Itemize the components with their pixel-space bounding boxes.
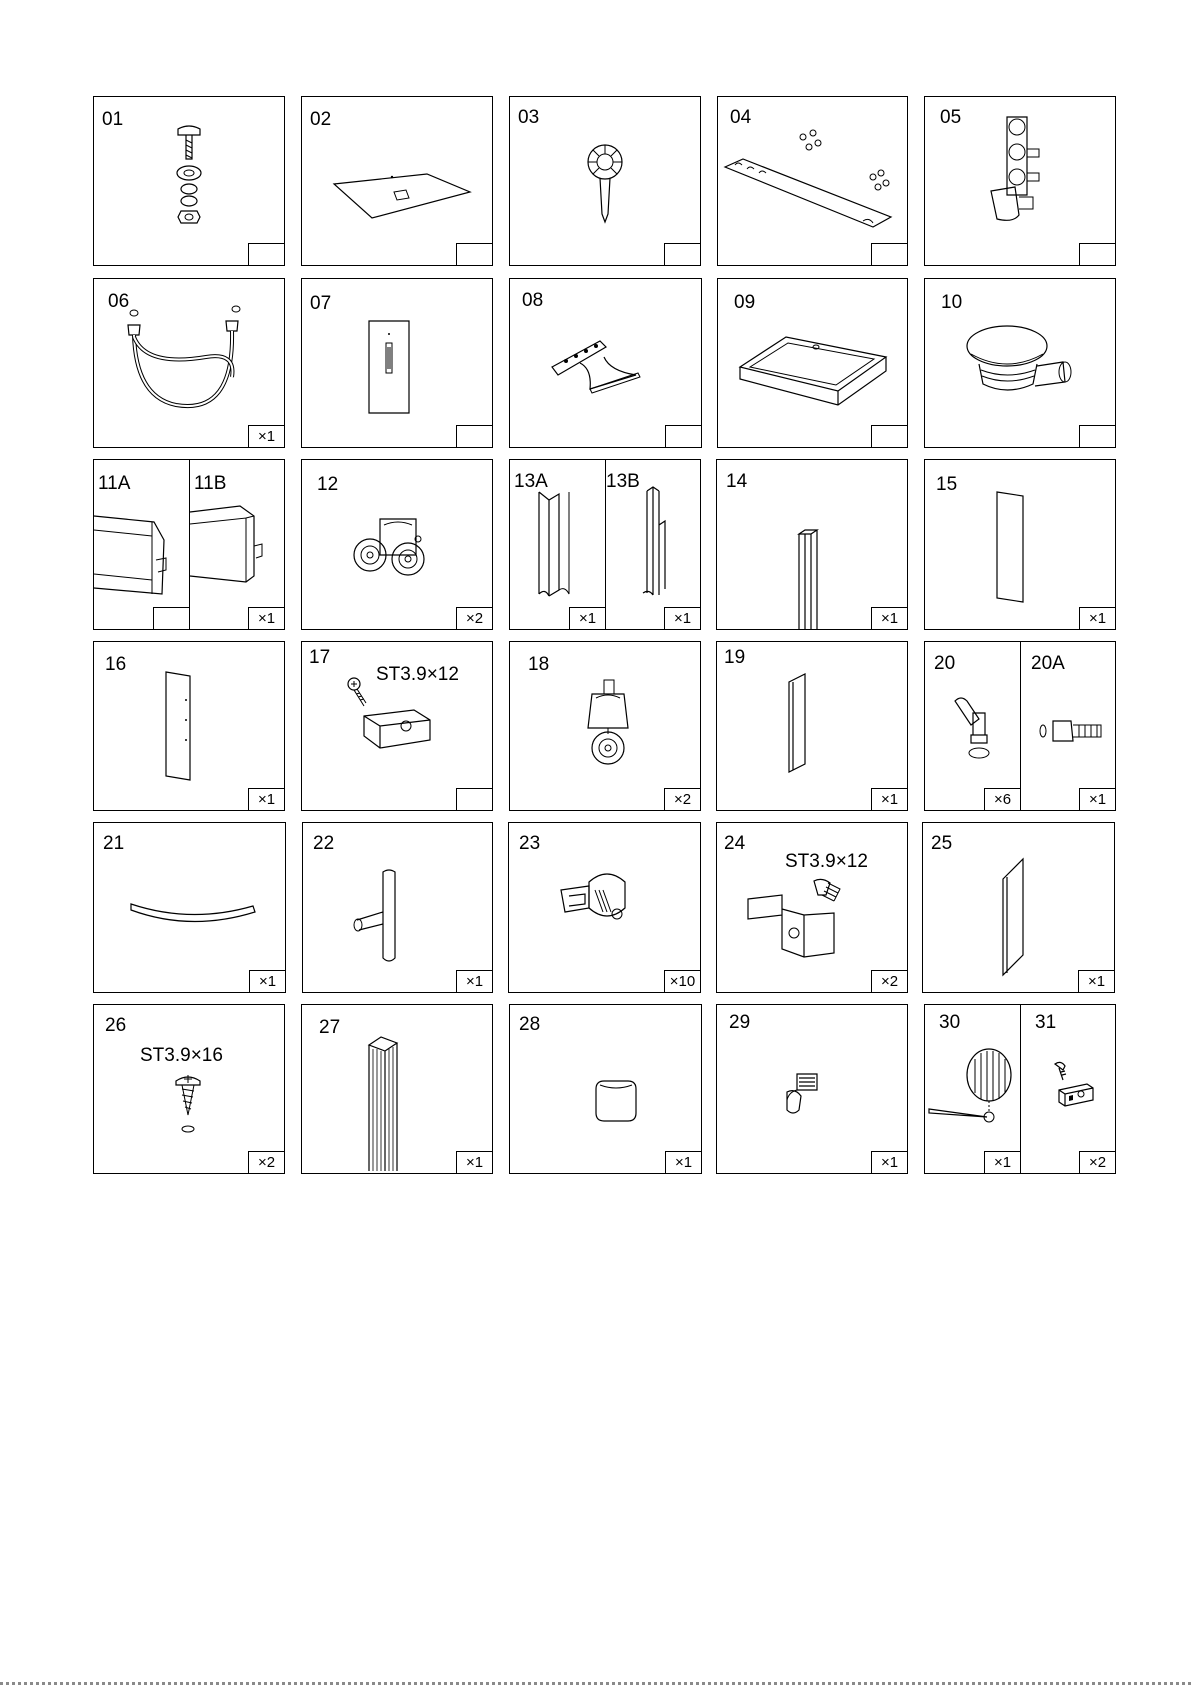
part-cell <box>924 459 1116 630</box>
shower-tray-drawing <box>738 329 888 419</box>
jet-nozzle-drawing <box>953 697 1003 767</box>
sub-cell-11a <box>94 460 189 629</box>
part-number: 01 <box>102 109 124 130</box>
part-cell <box>717 96 908 266</box>
part-cell <box>509 1004 702 1174</box>
part-cell <box>922 822 1115 993</box>
quantity-box: ×1 <box>456 1151 493 1174</box>
part-number: 20 <box>934 653 956 674</box>
quantity-box <box>456 243 493 266</box>
part-number: 18 <box>528 654 550 675</box>
quantity-box <box>871 243 908 266</box>
self-tapping-screw-drawing <box>172 1073 212 1143</box>
part-number: 10 <box>941 292 963 313</box>
part-number: 11B <box>194 473 227 494</box>
part-number: 20A <box>1031 653 1065 674</box>
drain-waste-drawing <box>965 324 1095 404</box>
part-cell <box>717 278 908 448</box>
end-cap-drawing <box>592 1077 642 1127</box>
quantity-box <box>153 607 190 630</box>
panel-plate-drawing <box>332 172 472 227</box>
part-cell <box>924 641 1116 811</box>
seal-strip-drawing <box>785 674 825 784</box>
quantity-box <box>456 788 493 811</box>
bottom-roller-drawing <box>582 678 642 778</box>
sub-cell-20a <box>1021 642 1115 810</box>
part-cell <box>93 822 286 993</box>
screw-spec: ST3.9×16 <box>140 1045 223 1066</box>
wall-bracket-and-screw-drawing <box>742 875 882 975</box>
towel-bar-bracket-drawing <box>353 868 423 973</box>
screw-spec: ST3.9×12 <box>376 664 459 685</box>
sub-cell-30 <box>925 1005 1020 1173</box>
part-number: 08 <box>522 290 544 311</box>
part-number: 26 <box>105 1015 127 1036</box>
part-number: 22 <box>313 833 335 854</box>
quantity-box: ×1 <box>569 607 606 630</box>
part-number: 09 <box>734 292 756 313</box>
pipe-clamp-drawing <box>559 868 649 933</box>
thermostatic-valve-drawing <box>985 115 1055 235</box>
part-number: 06 <box>108 291 130 312</box>
door-roller-drawing <box>350 515 440 590</box>
sub-cell-20 <box>925 642 1020 810</box>
part-number: 04 <box>730 107 752 128</box>
quantity-box: ×1 <box>248 607 285 630</box>
part-cell <box>93 1004 285 1174</box>
part-cell <box>301 641 493 811</box>
part-number: 14 <box>726 471 748 492</box>
part-number: 30 <box>939 1012 961 1033</box>
part-number: 13B <box>606 471 640 492</box>
quantity-box: ×1 <box>248 788 285 811</box>
quantity-box <box>1079 243 1116 266</box>
quantity-box: ×1 <box>984 1151 1021 1174</box>
quantity-box: ×2 <box>664 788 701 811</box>
back-panel-drawing <box>367 319 417 419</box>
part-number: 31 <box>1035 1012 1057 1033</box>
part-number: 12 <box>317 474 339 495</box>
part-cell <box>301 459 493 630</box>
part-cell <box>509 459 701 630</box>
part-number: 03 <box>518 107 540 128</box>
part-number: 11A <box>98 473 131 494</box>
mounting-bracket-drawing <box>723 125 903 235</box>
part-number: 29 <box>729 1012 751 1033</box>
quantity-box: ×1 <box>1078 970 1115 993</box>
quantity-box <box>871 425 908 448</box>
part-cell <box>924 278 1116 448</box>
curved-seal-drawing <box>129 898 259 928</box>
part-number: 25 <box>931 833 953 854</box>
sub-cell-31 <box>1021 1005 1115 1173</box>
clip-and-screw-drawing <box>1047 1060 1107 1120</box>
part-cell <box>509 96 701 266</box>
magnetic-strip-drawing <box>367 1035 407 1175</box>
part-number: 21 <box>103 833 125 854</box>
vertical-rail-drawing <box>797 530 837 630</box>
quantity-box: ×2 <box>456 607 493 630</box>
quantity-box <box>456 425 493 448</box>
quantity-box <box>664 243 701 266</box>
part-number: 16 <box>105 654 127 675</box>
side-skirt-left-drawing <box>94 510 189 610</box>
shower-hose-drawing <box>116 297 266 427</box>
part-cell <box>924 96 1116 266</box>
quantity-box: ×1 <box>1079 607 1116 630</box>
part-cell <box>716 822 908 993</box>
part-number: 24 <box>724 833 746 854</box>
quantity-box: ×1 <box>665 1151 702 1174</box>
quantity-box: ×1 <box>871 1151 908 1174</box>
part-cell <box>93 459 285 630</box>
quantity-box: ×1 <box>664 607 701 630</box>
part-cell <box>716 1004 908 1174</box>
quantity-box: ×6 <box>984 788 1021 811</box>
screw-spec: ST3.9×12 <box>785 851 868 872</box>
quantity-box <box>1079 425 1116 448</box>
part-cell <box>716 641 908 811</box>
part-number: 07 <box>310 293 332 314</box>
part-number: 28 <box>519 1014 541 1035</box>
drain-plug-tool-drawing <box>927 1045 1022 1145</box>
part-number: 17 <box>309 647 331 668</box>
part-cell <box>924 1004 1116 1174</box>
screw-and-block-drawing <box>340 678 450 768</box>
part-number: 13A <box>514 471 548 492</box>
quantity-box: ×1 <box>248 425 285 448</box>
part-number: 23 <box>519 833 541 854</box>
sub-cell-13a <box>510 460 605 629</box>
shower-head-drawing <box>580 142 630 232</box>
wall-profile-right-drawing <box>641 485 691 605</box>
part-cell <box>716 459 908 630</box>
part-cell <box>93 278 285 448</box>
part-cell <box>509 278 702 448</box>
sub-cell-11b <box>190 460 284 629</box>
part-cell <box>93 641 285 811</box>
screw-washer-nut-set-drawing <box>164 125 214 225</box>
part-cell <box>302 822 493 993</box>
quantity-box: ×1 <box>249 970 286 993</box>
sub-cell-13b <box>606 460 700 629</box>
quantity-box: ×1 <box>871 607 908 630</box>
part-cell <box>301 96 493 266</box>
part-cell <box>509 641 701 811</box>
quantity-box: ×2 <box>871 970 908 993</box>
quantity-box <box>665 425 702 448</box>
shower-holder-drawing <box>550 329 650 399</box>
part-cell <box>301 278 493 448</box>
hose-connector-drawing <box>1039 717 1109 757</box>
glass-panel-drawing <box>995 490 1035 605</box>
quantity-box: ×2 <box>248 1151 285 1174</box>
elbow-connector-drawing <box>783 1070 833 1130</box>
part-number: 15 <box>936 474 958 495</box>
quantity-box: ×1 <box>871 788 908 811</box>
part-number: 19 <box>724 647 746 668</box>
part-number: 02 <box>310 109 332 130</box>
part-number: 05 <box>940 107 962 128</box>
quantity-box: ×1 <box>1079 788 1116 811</box>
part-cell <box>301 1004 493 1174</box>
part-cell <box>508 822 701 993</box>
part-cell <box>93 96 285 266</box>
side-panel-drawing <box>164 670 204 785</box>
side-skirt-right-drawing <box>190 506 285 606</box>
quantity-box: ×10 <box>664 970 701 993</box>
part-number: 27 <box>319 1017 341 1038</box>
quantity-box: ×2 <box>1079 1151 1116 1174</box>
quantity-box: ×1 <box>456 970 493 993</box>
quantity-box <box>248 243 285 266</box>
door-seal-strip-drawing <box>1001 859 1041 979</box>
wall-profile-left-drawing <box>535 490 585 605</box>
